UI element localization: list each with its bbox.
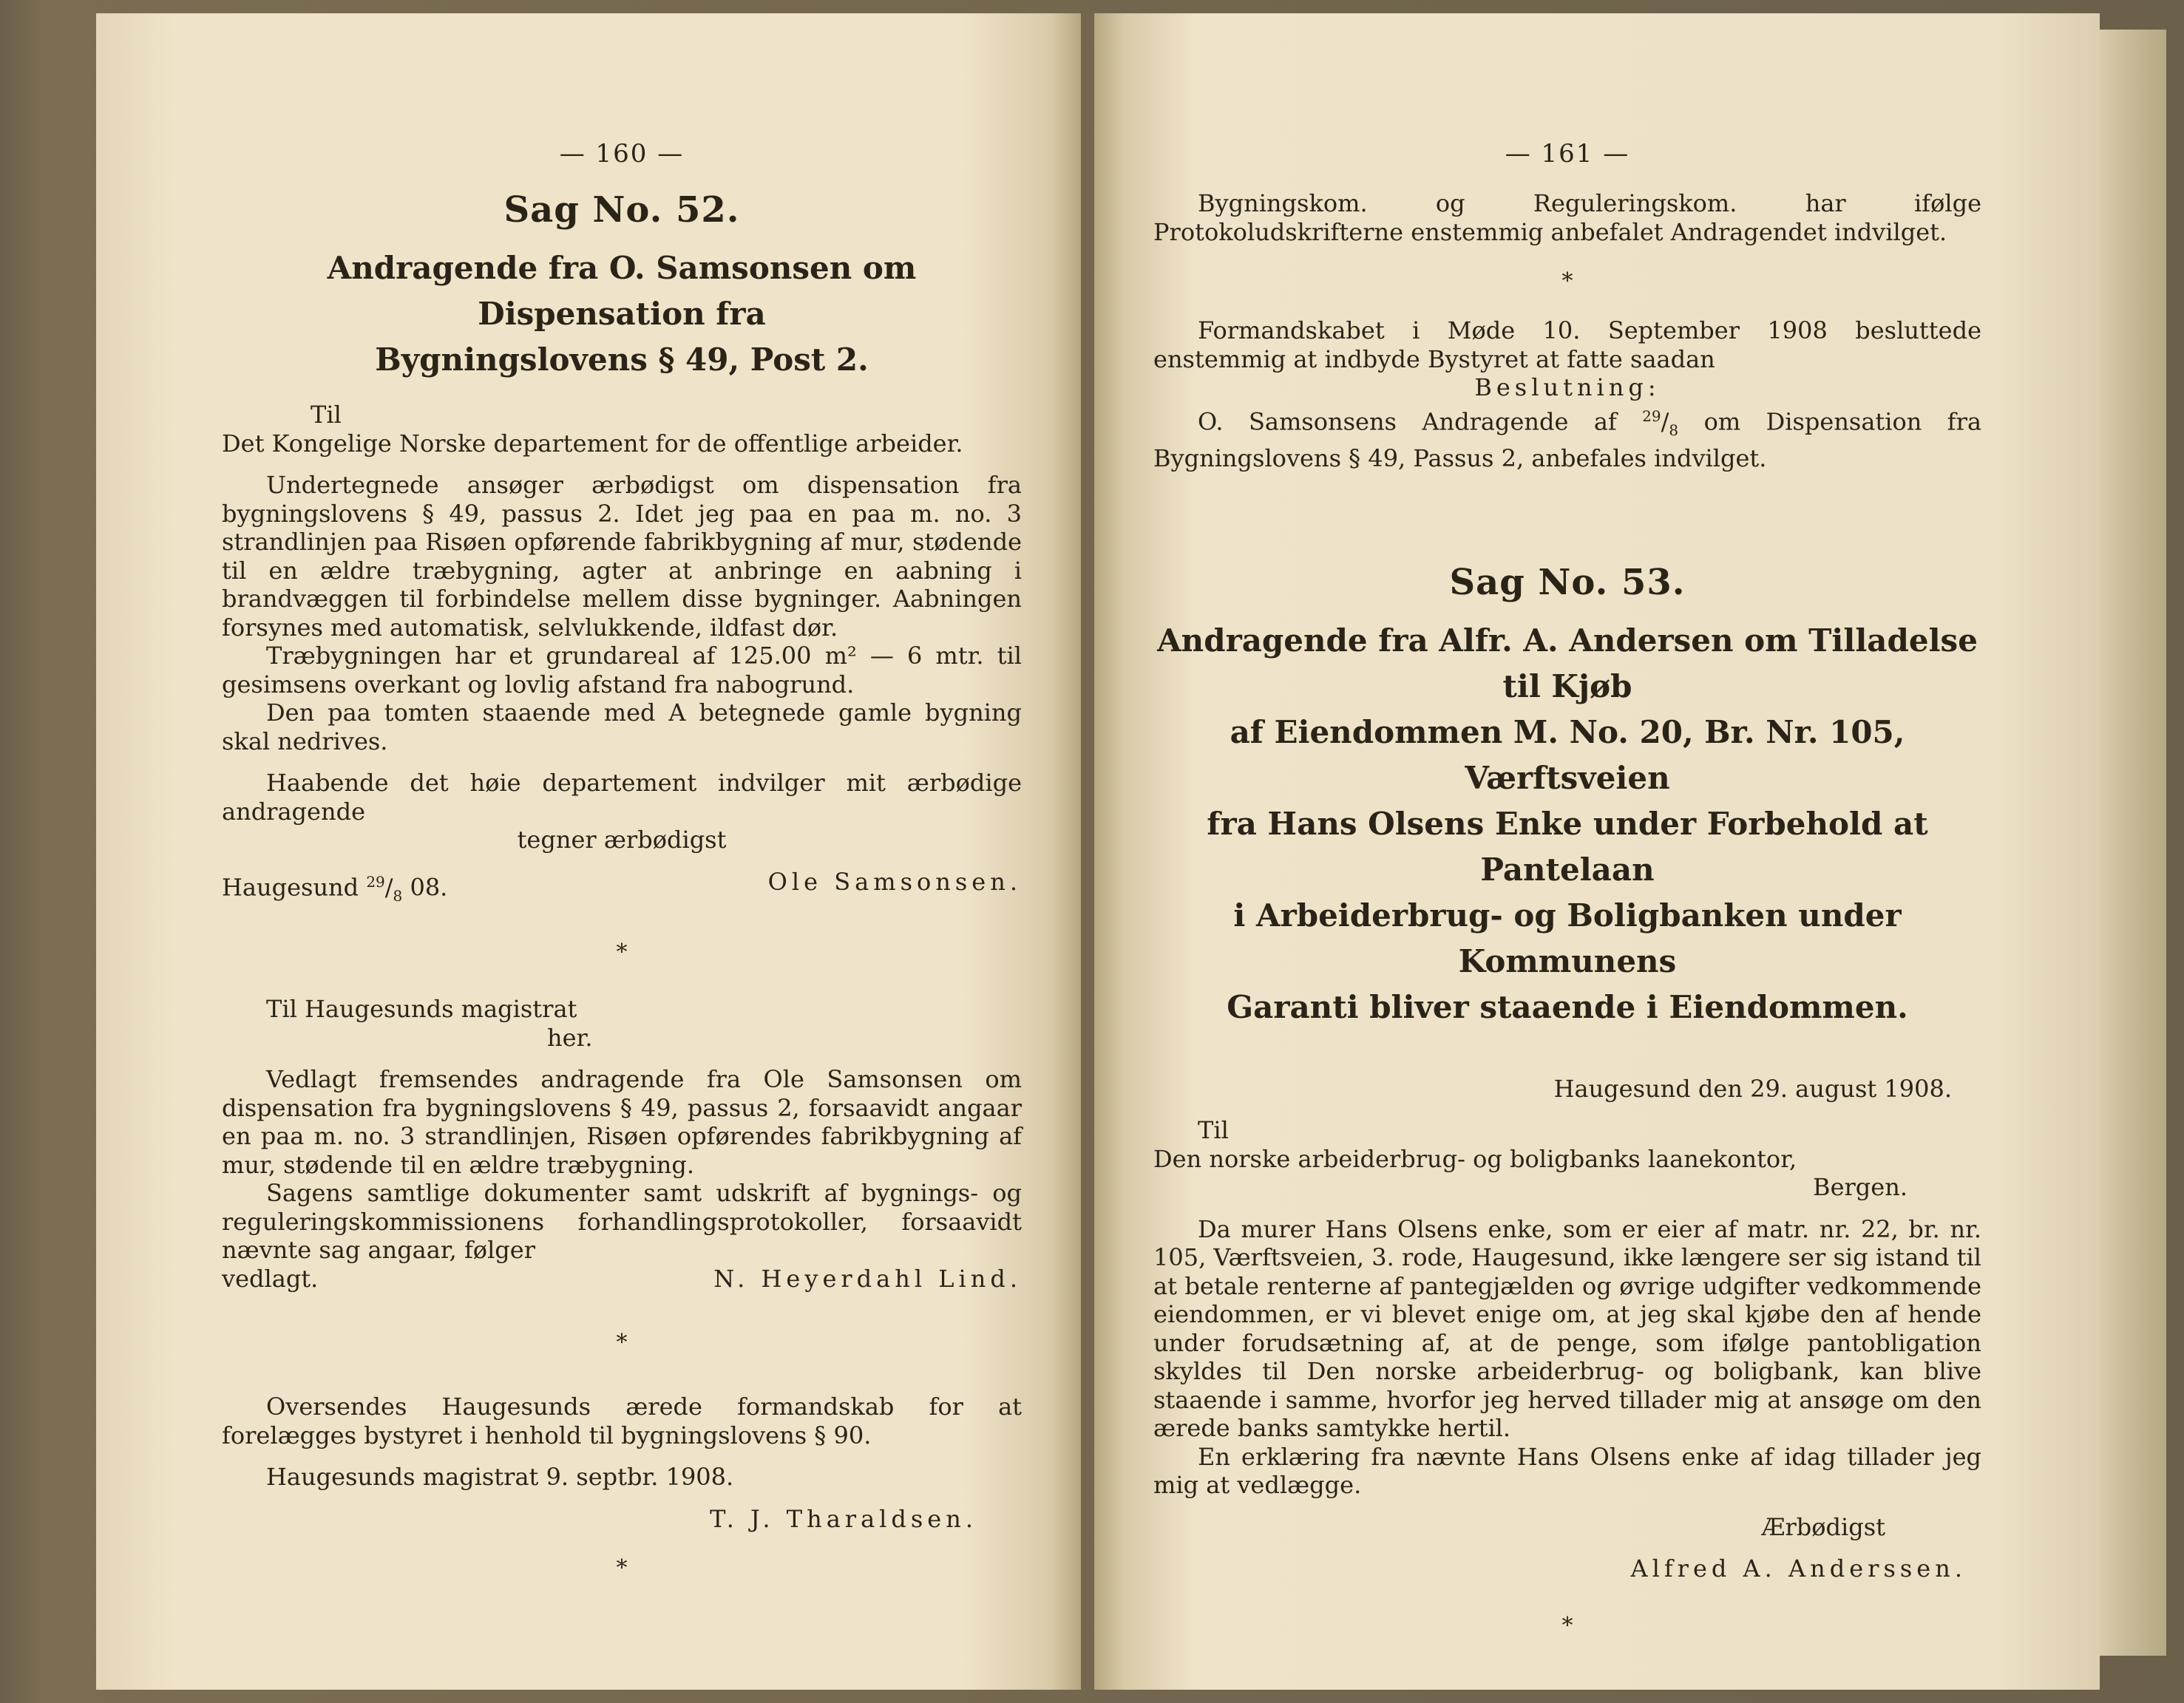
vedlagt-signature (222, 1265, 1022, 1294)
resolution-paragraph: O. Samsonsens Andragende af $^{29}/_8$ om Dispensation fra Bygningslovens § 49, Passus 2, anbefales indvilget. (1153, 407, 1982, 473)
title-line: Andragende fra Alfr. A. Andersen om Tilladelse til Kjøb (1157, 622, 1978, 704)
recipient-city: Bergen. (1813, 1173, 1907, 1202)
intro-paragraph: Bygningskom. og Reguleringskom. har ifølge Protokoludskrifterne enstemmig anbefalet Andragendet indvilget. (1153, 189, 1981, 246)
signature: N. Heyerdahl Lind. (713, 1264, 1022, 1293)
signature: Ole Samsonsen. (767, 867, 1022, 896)
magistrat-date: Haugesunds magistrat 9. septbr. 1908. (266, 1463, 734, 1492)
letter-paragraph: En erklæring fra nævnte Hans Olsens enke af idag tillader jeg mig at vedlægge. (1153, 1442, 1981, 1500)
title-line: fra Hans Olsens Enke under Forbehold at Pantelaan (1207, 805, 1928, 888)
addressee-line: Til Haugesunds magistrat (266, 995, 577, 1024)
letter-paragraph: Da murer Hans Olsens enke, som er eier af matr. nr. 22, br. nr. 105, Værftsveien, 3. rode, Haugesund, ikke længere ser sig istand til at betale renterne af pantegjælden og øvrige udgifter vedkommende eiendommen, er vi blevet enige om, at jeg skal kjøbe den af hende under forudsætning af, at de penge, som ifølge pantobligation skyldes til Den norske arbeiderbrug- og boligbank, kan blive staaende i samme, hvorfor jeg herved tillader mig at ansøge om den ærede banks samtykke hertil. (1153, 1214, 1981, 1443)
addressee-line: her. (547, 1023, 593, 1052)
title-line: af Eiendommen M. No. 20, Br. Nr. 105, Værftsveien (1230, 713, 1905, 796)
separator-star: * (1561, 268, 1573, 294)
case-title (1153, 618, 1981, 1030)
closing-line: Ærbødigst (1761, 1512, 1885, 1541)
salutation-recipient: Det Kongelige Norske departement for de offentlige arbeider. (222, 429, 963, 458)
beslutning-label: Beslutning: (1474, 373, 1661, 401)
case-title (222, 245, 1022, 383)
signature: Alfred A. Anderssen. (1630, 1554, 1967, 1583)
forward-paragraph: Vedlagt fremsendes andragende fra Ole Samsonsen om dispensation fra bygningslovens § 49, passus 2, forsaavidt angaar en paa m. no. 3 strandlinjen, Risøen opførendes fabrikbygning af mur, stødende til en ældre træbygning. (222, 1065, 1022, 1179)
title-line: Garanti bliver staaende i Eiendommen. (1227, 988, 1908, 1025)
separator-star: * (1561, 1612, 1573, 1639)
place-date-signature (222, 868, 1022, 911)
separator-star: * (616, 939, 628, 966)
page-stack-edge (2100, 30, 2166, 1656)
title-line: Bygningslovens § 49, Post 2. (375, 341, 869, 378)
separator-star: * (616, 1330, 628, 1356)
title-line: i Arbeiderbrug- og Boligbanken under Kommunens (1233, 897, 1902, 979)
place-date: Haugesund $^{29}/_8$ 08. (222, 872, 448, 905)
signature: T. J. Tharaldsen. (710, 1504, 977, 1533)
case-heading: Sag No. 52. (503, 189, 740, 231)
oversendes-paragraph: Oversendes Haugesunds ærede formandskab for at forelægges bystyret i henhold til bygningslovens § 90. (222, 1393, 1022, 1449)
letter-paragraph: Træbygningen har et grundareal af 125.00 m² — 6 mtr. til gesimsens overkant og lovlig afstand fra nabogrund. (222, 642, 1022, 698)
formandskabet-paragraph: Formandskabet i Møde 10. September 1908 besluttede enstemmig at indbyde Bystyret at fatte saadan (1153, 316, 1981, 373)
letter-paragraph: Undertegnede ansøger ærbødigst om dispensation fra bygningslovens § 49, passus 2. Idet jeg paa en paa m. no. 3 strandlinjen paa Risøen opførende fabrikbygning af mur, stødende til en ældre træbygning, agter at anbringe en aabning i brandvæggen til forbindelse mellem disse bygninger. Aabningen forsynes med automatisk, selvlukkende, ildfast dør. (222, 471, 1022, 642)
page-number: — 160 — (559, 139, 685, 169)
right-page (1094, 13, 2100, 1690)
letter-paragraph: Den paa tomten staaende med A betegnede gamle bygning skal nedrives. (222, 698, 1022, 755)
page-number: — 161 — (1505, 139, 1630, 169)
separator-star: * (616, 1555, 628, 1582)
vedlagt-text: vedlagt. (222, 1264, 319, 1293)
case-heading: Sag No. 53. (1449, 561, 1686, 603)
salutation-til: Til (311, 401, 342, 429)
letter-paragraph: Haabende det høie departement indvilger mit ærbødige andragende (222, 769, 1022, 826)
closing-line: tegner ærbødigst (517, 826, 727, 854)
left-page (96, 13, 1081, 1690)
title-line: Andragende fra O. Samsonsen om Dispensation fra (327, 250, 917, 332)
salutation-til: Til (1198, 1116, 1229, 1145)
salutation-recipient: Den norske arbeiderbrug- og boligbanks laanekontor, (1153, 1144, 1797, 1173)
forward-paragraph: Sagens samtlige dokumenter samt udskrift af bygnings- og reguleringskommissionens forhandlingsprotokoller, forsaavidt nævnte sag angaar, følger (222, 1179, 1022, 1265)
place-date: Haugesund den 29. august 1908. (1553, 1074, 1952, 1103)
